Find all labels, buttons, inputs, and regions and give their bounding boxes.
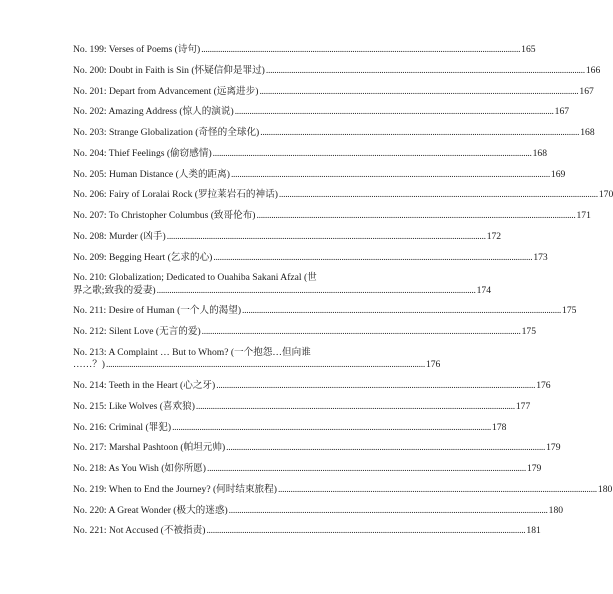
toc-entry-title: No. 205: Human Distance (人类的距离) (73, 168, 230, 180)
toc-page-number: 165 (521, 44, 536, 55)
dot-leader (213, 252, 532, 264)
toc-entry-title: No. 199: Verses of Poems (诗句) (73, 44, 201, 55)
toc-entry (73, 44, 536, 56)
toc-entry (73, 127, 595, 139)
dot-leader (266, 65, 585, 77)
toc-entry-title: No. 220: A Great Wonder (极大的迷惑) (73, 504, 228, 516)
toc-entry-title: No. 215: Like Wolves (喜欢狼) (73, 400, 195, 412)
toc-entry (73, 305, 577, 317)
toc-entry (73, 380, 551, 392)
toc-page-number: 170 (598, 189, 613, 201)
dot-leader (242, 305, 561, 317)
toc-page-number: 169 (550, 168, 566, 180)
toc-entry-title: No. 219: When to End the Journey? (何时结束旅程) (73, 483, 277, 495)
toc-entry-title: No. 216: Criminal (罪犯) (73, 421, 172, 433)
dot-leader (231, 169, 550, 181)
toc-entry-title: No. 217: Marshal Pashtoon (帕坦元帅) (73, 442, 226, 454)
dot-leader (167, 231, 486, 243)
toc-entry-title: No. 212: Silent Love (无言的爱) (73, 326, 201, 338)
table-of-contents (73, 44, 613, 546)
toc-entry-title: No. 213: A Complaint … But to Whom? (一个抱怨…但向谁 (73, 346, 311, 358)
toc-page-number: 180 (548, 504, 564, 516)
dot-leader (216, 380, 535, 392)
toc-entry (73, 400, 531, 413)
toc-entry (73, 504, 564, 517)
toc-entry (73, 64, 601, 77)
dot-leader (201, 44, 520, 56)
toc-page-number: 181 (526, 525, 541, 537)
toc-entry (73, 421, 507, 434)
toc-entry-title: No. 203: Strange Globalization (奇怪的全球化) (73, 127, 260, 138)
toc-entry (73, 147, 548, 160)
toc-page-number: 174 (476, 284, 491, 296)
toc-entry-title: No. 200: Doubt in Faith is Sin (怀疑信仰是罪过) (73, 64, 265, 76)
dot-leader (172, 422, 491, 434)
toc-entry (73, 442, 561, 454)
dot-leader (226, 442, 545, 454)
toc-page-number: 167 (554, 106, 570, 118)
toc-entry-title: No. 221: Not Accused (不被指责) (73, 525, 206, 537)
toc-page-number: 180 (597, 483, 613, 495)
toc-entry-title: No. 214: Teeth in the Heart (心之牙) (73, 380, 216, 392)
toc-page-number: 179 (526, 463, 542, 475)
toc-entry-title: No. 208: Murder (凶手) (73, 230, 166, 242)
toc-entry (73, 85, 594, 98)
toc-page-number: 166 (585, 64, 601, 76)
toc-entry-title: No. 209: Begging Heart (乞求的心) (73, 251, 213, 263)
toc-page-number: 176 (425, 359, 441, 371)
toc-page-number: 175 (521, 326, 536, 338)
dot-leader (207, 463, 526, 475)
dot-leader (157, 285, 476, 297)
dot-leader (278, 484, 597, 496)
dot-leader (279, 189, 598, 201)
toc-entry-title: No. 206: Fairy of Loralai Rock (罗拉莱岩石的神话) (73, 189, 278, 201)
toc-entry (73, 251, 548, 264)
dot-leader (260, 127, 579, 139)
toc-page-number: 172 (486, 230, 502, 242)
toc-entry (73, 210, 591, 222)
dot-leader (106, 359, 425, 371)
toc-page-number: 178 (492, 421, 507, 433)
toc-entry (73, 326, 536, 338)
toc-entry (73, 106, 570, 118)
toc-page-number: 175 (562, 305, 577, 317)
toc-page-number: 177 (515, 400, 531, 412)
toc-entry (73, 483, 613, 496)
toc-entry-title: No. 210: Globalization; Dedicated to Ouahiba Sakani Afzal (世 (73, 272, 317, 284)
toc-entry (73, 272, 491, 297)
toc-entry (73, 346, 441, 372)
toc-entry-title-continued: ……？) (73, 359, 105, 371)
dot-leader (257, 210, 576, 222)
toc-entry-title: No. 207: To Christopher Columbus (致哥伦布) (73, 210, 256, 221)
toc-entry-title: No. 202: Amazing Address (惊人的演说) (73, 106, 234, 118)
toc-entry (73, 230, 502, 243)
toc-page-number: 167 (579, 85, 594, 97)
toc-page-number: 179 (546, 442, 561, 454)
dot-leader (229, 505, 548, 517)
dot-leader (196, 401, 515, 413)
dot-leader (259, 86, 578, 98)
toc-entry (73, 525, 541, 537)
toc-entry (73, 168, 566, 181)
toc-page-number: 176 (536, 380, 551, 392)
toc-entry-title: No. 211: Desire of Human (一个人的渴望) (73, 305, 242, 317)
toc-entry-title-continued: 界之歌;致我的爱妻) (73, 284, 156, 296)
toc-entry-title: No. 218: As You Wish (如你所愿) (73, 463, 206, 475)
toc-page-number: 171 (576, 210, 591, 221)
dot-leader (202, 326, 521, 338)
toc-entry (73, 189, 613, 201)
toc-entry (73, 463, 542, 475)
toc-page-number: 168 (580, 127, 595, 138)
toc-page-number: 168 (532, 147, 548, 159)
dot-leader (206, 525, 525, 537)
dot-leader (235, 106, 554, 118)
toc-entry-title: No. 201: Depart from Advancement (远离进步) (73, 85, 259, 97)
dot-leader (213, 148, 532, 160)
toc-entry-title: No. 204: Thief Feelings (偷窃感情) (73, 147, 212, 159)
toc-page-number: 173 (533, 251, 548, 263)
